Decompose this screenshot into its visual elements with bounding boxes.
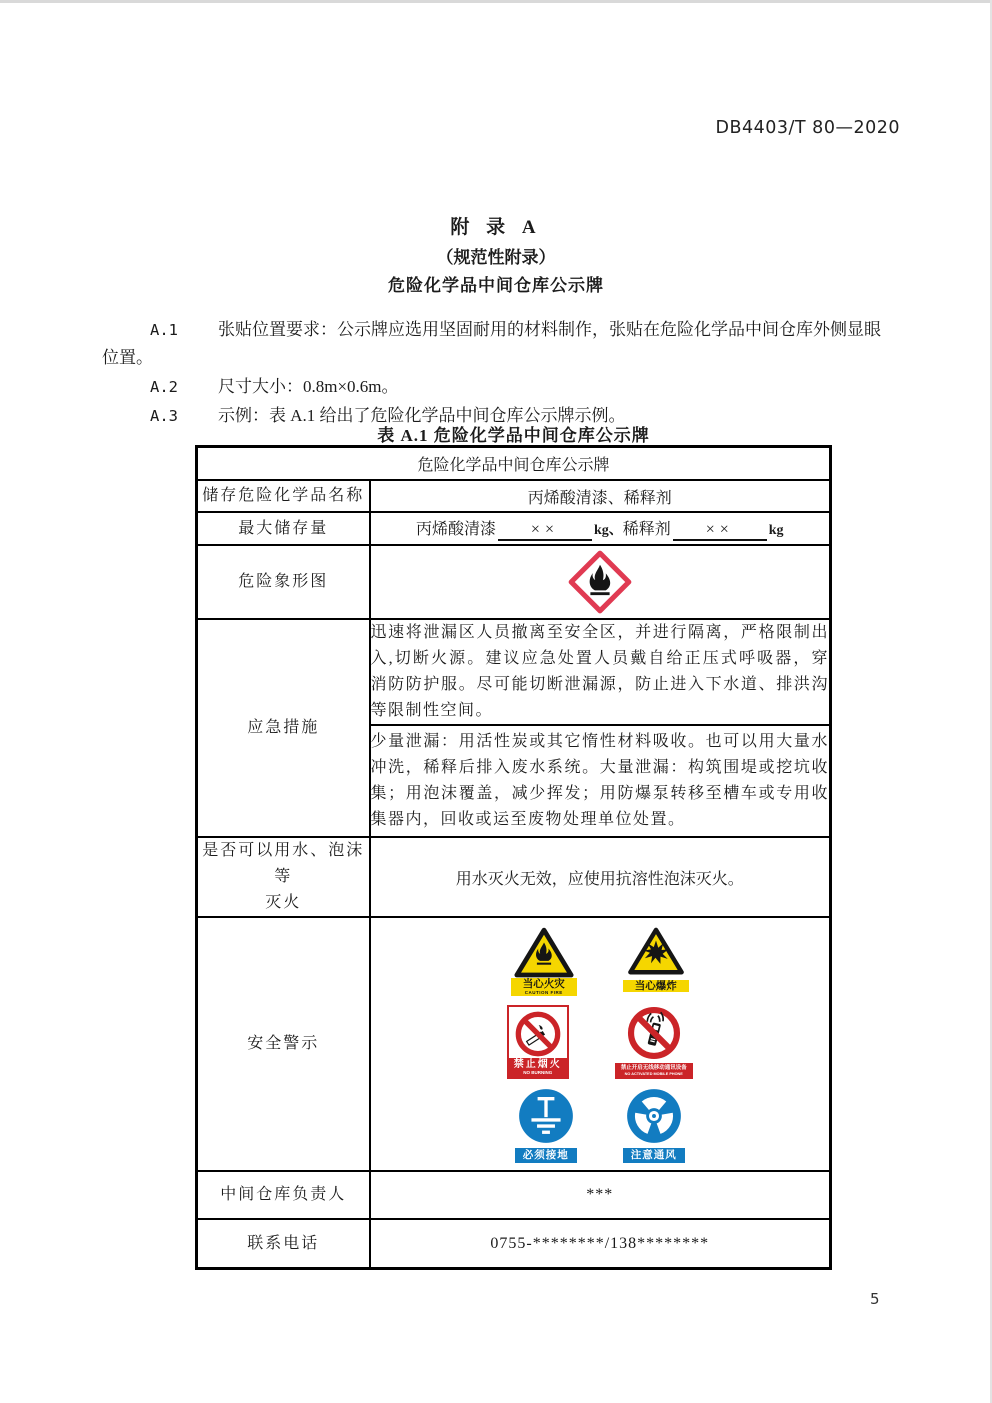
caution-fire-caption: 当心火灾 CAUTION FIRE (511, 978, 577, 996)
signs-row-2 (507, 1005, 693, 1079)
emergency-label: 应急措施 (197, 619, 370, 837)
table-caption: 表 A.1 危险化学品中间仓库公示牌 (377, 426, 650, 445)
max-storage-blank2: ×× (673, 521, 767, 541)
signs-row-3 (515, 1088, 685, 1163)
notice-board-table (195, 445, 832, 1270)
extinguish-value: 用水灭火无效，应使用抗溶性泡沫灭火。 (370, 837, 831, 917)
must-ground-icon (518, 1088, 574, 1144)
phone-label: 联系电话 (197, 1219, 370, 1269)
clause-a1-text-wrap: 位置。 (102, 348, 153, 367)
no-burning-caption: 禁止烟火 NO BURNING (509, 1058, 567, 1077)
must-ground-caption: 必须接地 (515, 1148, 577, 1163)
max-storage-unit2: kg (768, 523, 784, 538)
manager-label: 中间仓库负责人 (197, 1171, 370, 1219)
clause-a2 (102, 373, 904, 401)
chemical-name-value: 丙烯酸清漆、稀释剂 (370, 480, 831, 512)
clause-a1 (102, 316, 904, 372)
no-burning-icon (514, 1010, 562, 1058)
signs-row-1 (511, 926, 689, 996)
clauses (102, 316, 904, 431)
clause-a3-text: 示例：表 A.1 给出了危险化学品中间仓库公示牌示例。 (218, 406, 626, 425)
no-mobile-phone-icon (626, 1005, 682, 1061)
ghs-flame-diamond-icon (568, 550, 632, 614)
chemical-name-label: 储存危险化学品名称 (197, 480, 370, 512)
manager-value: *** (370, 1171, 831, 1219)
max-storage-unit1: kg、 (593, 523, 623, 538)
safety-warning-label: 安全警示 (197, 917, 370, 1171)
safety-signs-cell (370, 917, 831, 1171)
emergency-paragraph-1: 迅速将泄漏区人员撤离至安全区，并进行隔离，严格限制出入,切断火源。建议应急处置人员戴自给正压式呼吸器，穿消防防护服。尽可能切断泄漏源，防止进入下水道、排洪沟等限制性空间。 (370, 619, 831, 725)
ventilation-caption: 注意通风 (623, 1148, 685, 1163)
extinguish-label: 是否可以用水、泡沫等 灭火 (197, 837, 370, 917)
phone-value: 0755-********/138******** (370, 1219, 831, 1269)
no-burning-sign (507, 1005, 569, 1079)
max-storage-item2: 稀释剂 (622, 521, 671, 538)
clause-a2-number: A.2 (150, 378, 178, 396)
clause-a2-text: 尺寸大小：0.8m×0.6m。 (218, 377, 399, 396)
standard-number: DB4403/T 80—2020 (715, 118, 900, 138)
explosion-warning-icon (628, 926, 684, 975)
max-storage-item1: 丙烯酸清漆 (415, 521, 496, 538)
max-storage-label: 最大储存量 (197, 512, 370, 545)
max-storage-blank1: ×× (498, 521, 592, 541)
fire-warning-icon (514, 926, 574, 978)
emergency-paragraph-2: 少量泄漏：用活性炭或其它惰性材料吸收。也可以用大量水冲洗，稀释后排入废水系统。大量泄漏：构筑围堤或挖坑收集；用泡沫覆盖，减少挥发；用防爆泵转移至槽车或专用收集器内，回收或运至废物处理单位处置。 (370, 725, 831, 837)
pictogram-label: 危险象形图 (197, 545, 370, 619)
pictogram-cell (370, 545, 831, 619)
max-storage-value (370, 512, 831, 545)
no-mobile-phone-caption: 禁止开启无线移动通讯设备 NO ACTIVATED MOBILE PHONE (615, 1063, 693, 1079)
clause-a1-text: 张贴位置要求：公示牌应选用坚固耐用的材料制作，张贴在危险化学品中间仓库外侧显眼 (218, 320, 881, 339)
ventilation-sign (623, 1088, 685, 1163)
no-mobile-phone-sign (615, 1005, 693, 1079)
table-title-cell: 危险化学品中间仓库公示牌 (197, 447, 831, 481)
caution-fire-sign (511, 926, 577, 996)
must-ground-sign (515, 1088, 577, 1163)
page-number: 5 (870, 1290, 880, 1308)
ventilation-fan-icon (626, 1088, 682, 1144)
appendix-heading: 危险化学品中间仓库公示牌 (388, 276, 604, 295)
clause-a3-number: A.3 (150, 407, 178, 425)
appendix-title: 附 录 A (450, 217, 542, 238)
appendix-subtitle: （规范性附录） (436, 248, 556, 267)
scan-artifact-top (0, 0, 992, 3)
caution-explosion-sign (623, 926, 689, 992)
clause-a1-number: A.1 (150, 321, 178, 339)
caution-explosion-caption: 当心爆炸 (623, 980, 689, 992)
